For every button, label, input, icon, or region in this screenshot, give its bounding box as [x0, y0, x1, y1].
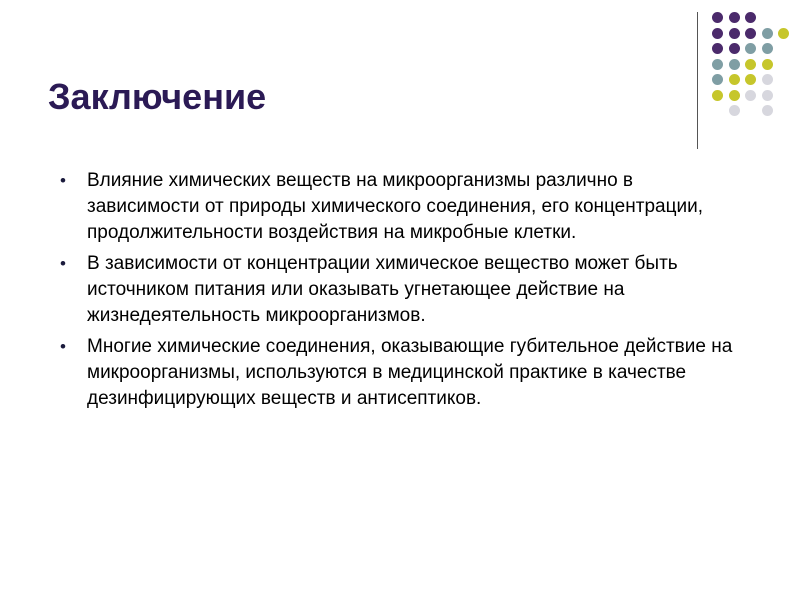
- decorative-dot: [729, 105, 740, 116]
- bullet-marker-icon: •: [60, 254, 66, 273]
- decorative-dot: [729, 74, 740, 85]
- decorative-dot: [712, 74, 723, 85]
- decorative-dot: [729, 90, 740, 101]
- decorative-dot: [745, 43, 756, 54]
- decorative-dot: [745, 12, 756, 23]
- decorative-dot: [778, 28, 789, 39]
- bullet-list: [60, 168, 750, 417]
- decorative-dot: [762, 59, 773, 70]
- bullet-text: В зависимости от концентрации химическое вещество может быть источником питания или оказывать угнетающее действие на жизнедеятельность микроорганизмов.: [87, 253, 678, 326]
- bullet-item: [60, 334, 750, 412]
- bullet-text: Многие химические соединения, оказывающие губительное действие на микроорганизмы, используются в медицинской практике в качестве дезинфицирующих веществ и антисептиков.: [87, 336, 733, 409]
- decorative-dot: [762, 90, 773, 101]
- decorative-dot: [745, 90, 756, 101]
- bullet-item: [60, 168, 750, 246]
- decorative-dot: [729, 28, 740, 39]
- decorative-dot: [729, 12, 740, 23]
- decorative-dot: [762, 105, 773, 116]
- decorative-dot: [712, 59, 723, 70]
- bullet-text: Влияние химических веществ на микроорганизмы различно в зависимости от природы химического соединения, его концентрации, продолжительности воздействия на микробные клетки.: [87, 170, 703, 243]
- decorative-dot: [762, 74, 773, 85]
- decorative-dot: [745, 59, 756, 70]
- decorative-dot: [712, 90, 723, 101]
- decorative-dot: [729, 59, 740, 70]
- decorative-dot: [745, 28, 756, 39]
- decorative-dot: [712, 12, 723, 23]
- decorative-dot: [762, 28, 773, 39]
- bullet-marker-icon: •: [60, 337, 66, 356]
- decorative-dot: [712, 28, 723, 39]
- slide-title: Заключение: [48, 76, 267, 117]
- decorative-dot: [712, 43, 723, 54]
- vertical-divider: [697, 12, 698, 149]
- bullet-marker-icon: •: [60, 171, 66, 190]
- decorative-dot: [762, 43, 773, 54]
- bullet-item: [60, 251, 750, 329]
- decorative-dot: [729, 43, 740, 54]
- decorative-dot: [745, 74, 756, 85]
